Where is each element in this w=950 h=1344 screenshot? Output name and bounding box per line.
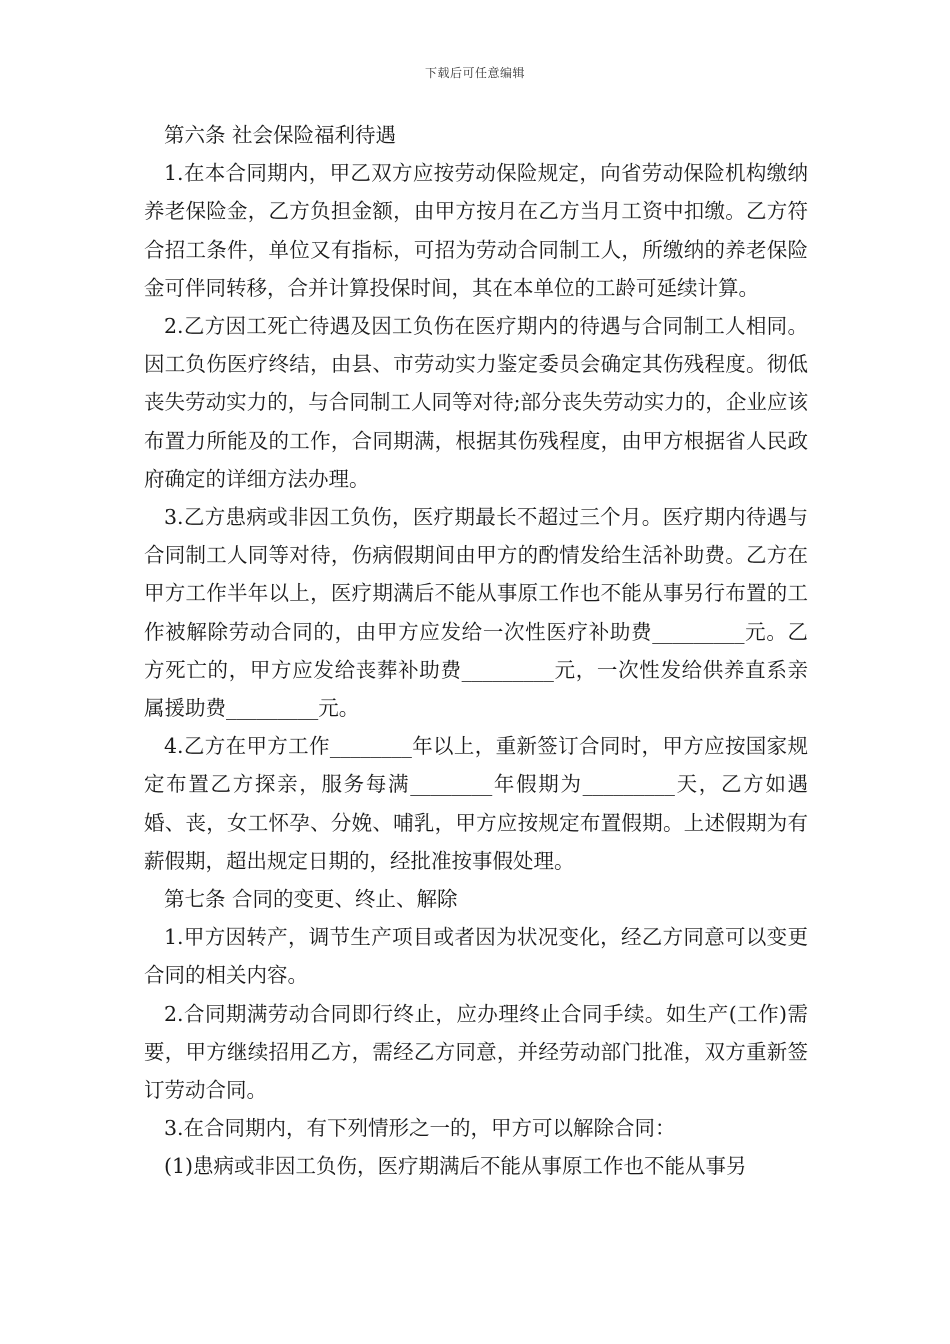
paragraph-7-2: 2.合同期满劳动合同即行终止，应办理终止合同手续。如生产(工作)需要，甲方继续招用乙方，需经乙方同意，并经劳动部门批准，双方重新签订劳动合同。: [144, 1001, 808, 1103]
paragraph-6-3: 3.乙方患病或非因工负伤，医疗期最长不超过三个月。医疗期内待遇与合同制工人同等对待，伤病假期间由甲方的酌情发给生活补助费。乙方在甲方工作半年以上，医疗期满后不能从事原工作也不能从事另行布置的工作被解除劳动合同的，由甲方应发给一次性医疗补助费_________元。乙方死亡的，甲方应发给丧葬补助费_________元，一次性发给供养直系亲属援助费_________元。: [144, 505, 808, 721]
paragraph-7-3: 3.在合同期内，有下列情形之一的，甲方可以解除合同：: [164, 1116, 676, 1141]
document-body: [144, 116, 808, 1186]
section-heading-article-7: 第七条 合同的变更、终止、解除: [164, 887, 458, 912]
section-heading-article-6: 第六条 社会保险福利待遇: [164, 123, 397, 147]
paragraph-6-1: 1.在本合同期内，甲乙双方应按劳动保险规定，向省劳动保险机构缴纳养老保险金，乙方负担金额，由甲方按月在乙方当月工资中扣缴。乙方符合招工条件，单位又有指标，可招为劳动合同制工人，所缴纳的养老保险金可伴同转移，合并计算投保时间，其在本单位的工龄可延续计算。: [144, 161, 808, 300]
paragraph-7-1: 1.甲方因转产，调节生产项目或者因为状况变化，经乙方同意可以变更合同的相关内容。: [144, 925, 808, 988]
paragraph-7-3-item-1: (1)患病或非因工负伤，医疗期满后不能从事原工作也不能从事另: [164, 1154, 747, 1179]
paragraph-6-4: 4.乙方在甲方工作________年以上，重新签订合同时，甲方应按国家规定布置乙方探亲，服务每满________年假期为_________天，乙方如遇婚、丧，女工怀孕、分娩、哺乳，甲方应按规定布置假期。上述假期为有薪假期，超出规定日期的，经批准按事假处理。: [144, 734, 808, 873]
paragraph-6-2: 2.乙方因工死亡待遇及因工负伤在医疗期内的待遇与合同制工人相同。因工负伤医疗终结，由县、市劳动实力鉴定委员会确定其伤残程度。彻低丧失劳动实力的，与合同制工人同等对待;部分丧失劳动实力的，企业应该布置力所能及的工作，合同期满，根据其伤残程度，由甲方根据省人民政府确定的详细方法办理。: [144, 314, 808, 491]
page-header: 下载后可任意编辑: [424, 66, 525, 80]
